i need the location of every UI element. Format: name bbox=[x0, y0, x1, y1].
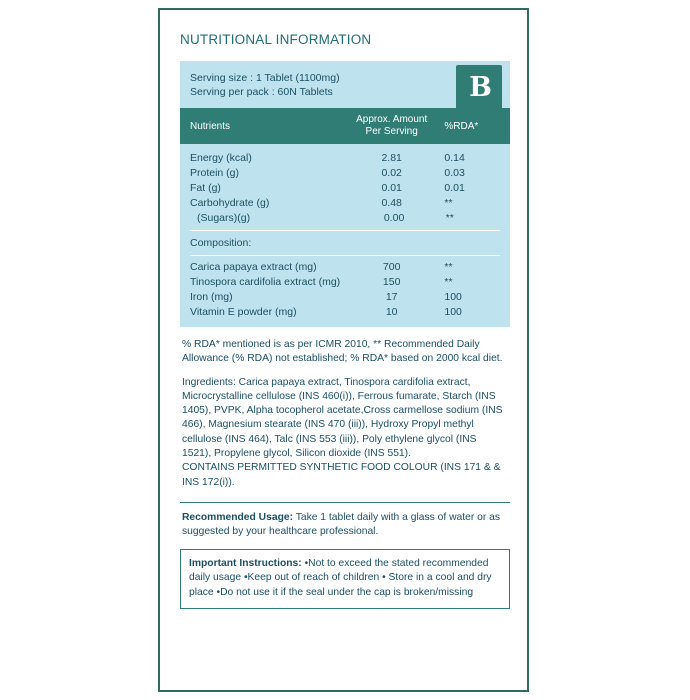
row-name: Energy (kcal) bbox=[190, 152, 252, 164]
row-amount: 0.00 bbox=[383, 212, 405, 224]
row-amount: 0.02 bbox=[381, 167, 402, 179]
table-row bbox=[190, 275, 500, 290]
row-rda: ** bbox=[444, 261, 453, 273]
header-amount-line1: Approx. Amount bbox=[356, 114, 428, 125]
row-amount: 17 bbox=[385, 291, 398, 303]
row-amount: 150 bbox=[382, 276, 401, 288]
header-amount-line2: Per Serving bbox=[365, 126, 418, 137]
recommended-usage bbox=[180, 511, 510, 540]
row-name: Carbohydrate (g) bbox=[190, 197, 270, 209]
table-row bbox=[190, 305, 500, 320]
row-rda: ** bbox=[445, 212, 454, 224]
row-name: (Sugars)(g) bbox=[197, 212, 251, 224]
rda-note: % RDA* mentioned is as per ICMR 2010, ** Recommended Daily Allowance (% RDA) not established; % RDA* based on 2000 kcal diet. bbox=[182, 339, 503, 365]
nutrition-label-panel bbox=[158, 8, 529, 692]
section-divider bbox=[180, 502, 510, 503]
serving-size-line: Serving size : 1 Tablet (1100mg) bbox=[190, 72, 340, 84]
row-amount: 0.01 bbox=[381, 182, 402, 194]
row-amount: 0.48 bbox=[381, 197, 402, 209]
nutrition-table-header bbox=[180, 108, 510, 144]
header-amount bbox=[343, 114, 440, 138]
row-rda: 100 bbox=[444, 306, 462, 318]
table-row bbox=[190, 196, 500, 211]
important-instructions-box bbox=[180, 549, 510, 610]
row-name: Carica papaya extract (mg) bbox=[190, 261, 317, 273]
nutrition-table-body bbox=[180, 144, 510, 327]
page-title: NUTRITIONAL INFORMATION bbox=[180, 32, 372, 47]
table-divider bbox=[190, 255, 500, 256]
serving-per-pack-line: Serving per pack : 60N Tablets bbox=[190, 86, 333, 98]
row-name: Tinospora cardifolia extract (mg) bbox=[190, 276, 341, 288]
table-row bbox=[190, 290, 500, 305]
table-row bbox=[190, 260, 500, 275]
composition-label: Composition: bbox=[190, 237, 252, 249]
row-name: Protein (g) bbox=[190, 167, 240, 179]
label-inner bbox=[180, 32, 510, 609]
row-name: Vitamin E powder (mg) bbox=[190, 306, 297, 318]
table-row bbox=[190, 151, 500, 166]
row-rda: ** bbox=[444, 276, 453, 288]
row-amount: 2.81 bbox=[381, 152, 402, 164]
row-amount: 700 bbox=[382, 261, 401, 273]
row-amount: 10 bbox=[385, 306, 398, 318]
header-nutrients: Nutrients bbox=[190, 121, 231, 132]
notes-section bbox=[180, 327, 510, 492]
row-name: Fat (g) bbox=[190, 182, 221, 194]
ingredients-text: Ingredients: Carica papaya extract, Tinospora cardifolia extract, Microcrystalline cellulose (INS 460(i)), Ferrous fumarate, Starch (INS 1405), PVPK, Alpha tocopherol acetate,Cross carmellose sodium (INS 466), Magnesium stearate (INS 470 (iii)), Hydroxy Propyl methyl cellulose (INS 464), Talc (INS 553 (iii)), Poly ethylene glycol (INS 1521), Propylene glycol, Silicon dioxide (INS 551). bbox=[182, 376, 503, 460]
serving-block bbox=[180, 61, 510, 108]
header-rda: %RDA* bbox=[444, 121, 479, 132]
recommended-usage-heading: Recommended Usage: bbox=[182, 511, 294, 523]
row-rda: ** bbox=[444, 197, 453, 209]
important-instructions-heading: Important Instructions: bbox=[189, 557, 302, 569]
food-colour-note: CONTAINS PERMITTED SYNTHETIC FOOD COLOUR (INS 171 & & INS 172(i)). bbox=[182, 462, 501, 488]
row-rda: 100 bbox=[444, 291, 462, 303]
row-rda: 0.03 bbox=[444, 167, 465, 179]
row-rda: 0.01 bbox=[444, 182, 465, 194]
table-divider bbox=[190, 230, 500, 231]
recommended-usage-text: Take 1 tablet daily with a glass of water or as suggested by your healthcare professional. bbox=[182, 511, 501, 538]
table-row bbox=[190, 181, 500, 196]
table-row bbox=[190, 166, 500, 181]
table-row bbox=[190, 211, 500, 226]
row-name: Iron (mg) bbox=[190, 291, 233, 303]
row-rda: 0.14 bbox=[444, 152, 465, 164]
important-instructions-text: •Not to exceed the stated recommended daily usage •Keep out of reach of children • Store in a cool and dry place •Do not use it if the seal under the cap is broken/missing bbox=[189, 557, 492, 598]
brand-logo-icon: B bbox=[456, 65, 502, 111]
